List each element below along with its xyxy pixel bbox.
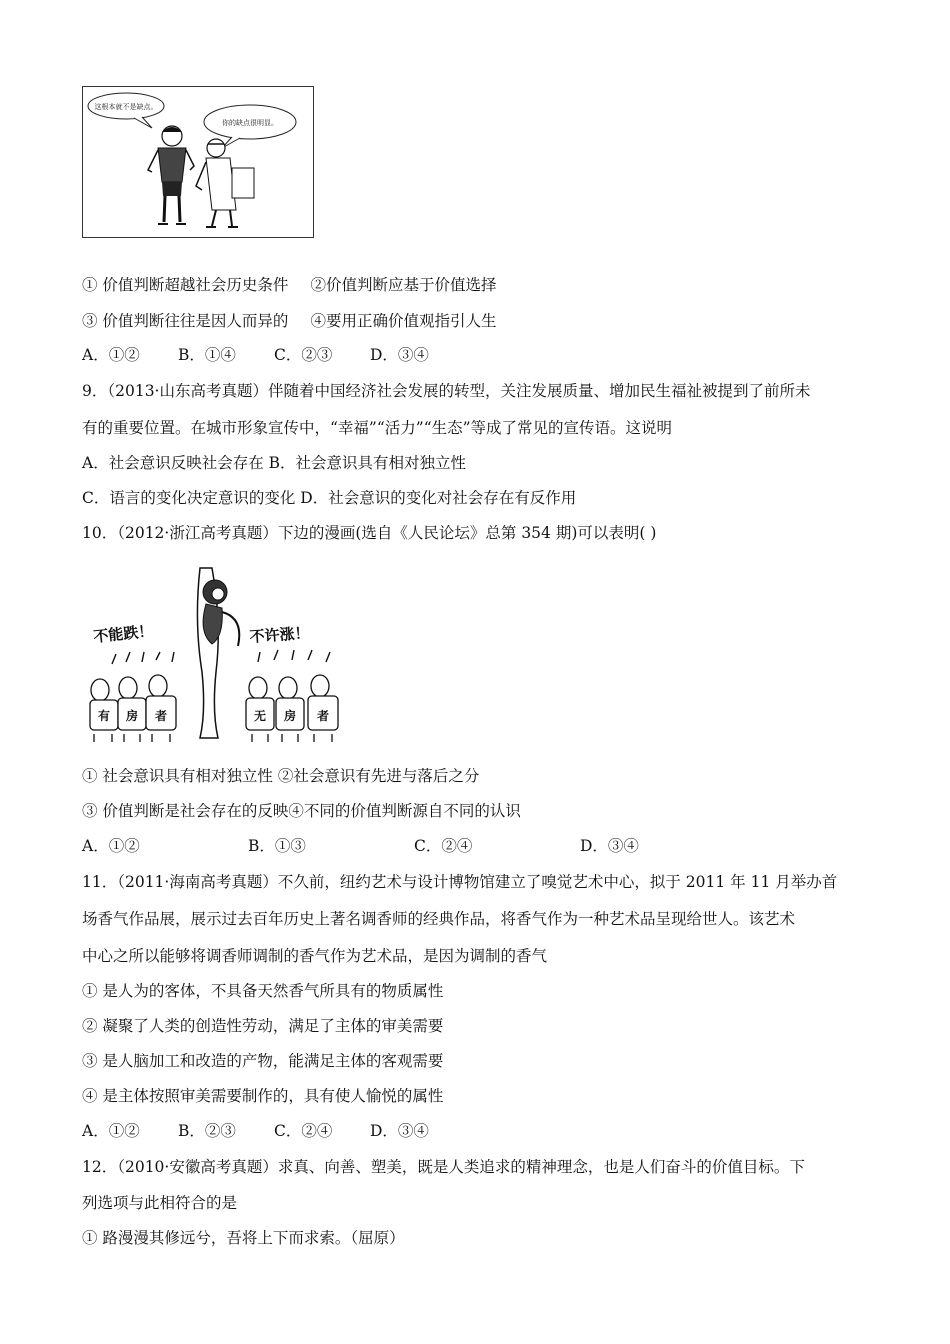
- vest-right-2: 房: [284, 709, 297, 723]
- q8-statement-1: ① 价值判断超越社会历史条件: [82, 276, 289, 294]
- bubble-right-text: 你的缺点很明显。: [222, 119, 278, 127]
- q10-stem-line1: 10．（2012·浙江高考真题）下边的漫画(选自《人民论坛》总第 354 期)可以表明( ): [82, 524, 657, 542]
- q11-option-a[interactable]: A．①②: [82, 1122, 140, 1140]
- q12-stem-line1: 12．（2010·安徽高考真题）求真、向善、塑美，既是人类追求的精神理念，也是人们奋斗的价值目标。下: [82, 1158, 805, 1176]
- vest-left-3: 者: [155, 709, 168, 723]
- q11-stem-line3: 中心之所以能够将调香师调制的香气作为艺术品，是因为调制的香气: [82, 947, 548, 965]
- q8-statement-3: ③ 价值判断往往是因人而异的: [82, 312, 289, 330]
- cartoon-monkey-illustration: [82, 562, 368, 744]
- q11-statement-3: ③ 是人脑加工和改造的产物，能满足主体的客观需要: [82, 1052, 444, 1070]
- cartoon-caption-right: 不许涨！: [249, 623, 311, 646]
- cartoon-monkey-figure: [82, 562, 368, 744]
- q10-option-c[interactable]: C．②④: [414, 837, 473, 855]
- vest-left-1: 有: [98, 709, 111, 723]
- q11-statement-1: ① 是人为的客体，不具备天然香气所具有的物质属性: [82, 982, 444, 1000]
- bubble-left-text: 这根本就不是缺点。: [94, 103, 158, 111]
- q10-option-a[interactable]: A．①②: [82, 837, 140, 855]
- q11-statement-4: ④ 是主体按照审美需要制作的，具有使人愉悦的属性: [82, 1087, 444, 1105]
- q8-statements-row1: [82, 275, 496, 295]
- q12-statement-1: ① 路漫漫其修远兮，吾将上下而求索。（屈原）: [82, 1229, 405, 1247]
- q10-option-b[interactable]: B．①③: [248, 837, 306, 855]
- cartoon-caption-left: 不能跌！: [92, 621, 155, 646]
- q11-stem-line1: 11．（2011·海南高考真题）不久前，纽约艺术与设计博物馆建立了嗅觉艺术中心，拟于 2011 年 11 月举办首: [82, 873, 838, 891]
- q9-options-ab[interactable]: A．社会意识反映社会存在 B．社会意识具有相对独立性: [82, 454, 467, 472]
- q10-option-d[interactable]: D．③④: [580, 837, 639, 855]
- q10-options: [82, 836, 639, 856]
- q11-option-c[interactable]: C．②④: [274, 1122, 333, 1140]
- q11-options: [82, 1121, 429, 1141]
- q9-stem-line2: 有的重要位置。在城市形象宣传中，“幸福”“活力”“生态”等成了常见的宣传语。这说明: [82, 419, 673, 437]
- q8-options: [82, 345, 429, 365]
- q8-option-d[interactable]: D．③④: [370, 346, 429, 364]
- q8-statements-row2: [82, 311, 496, 331]
- q10-statements-row1: ① 社会意识具有相对独立性 ②社会意识有先进与落后之分: [82, 767, 480, 785]
- vest-left-2: 房: [126, 709, 139, 723]
- q8-option-c[interactable]: C．②③: [274, 346, 333, 364]
- q11-stem-line2: 场香气作品展，展示过去百年历史上著名调香师的经典作品，将香气作为一种艺术品呈现给世人。该艺术: [82, 910, 796, 928]
- q10-statements-row2: ③ 价值判断是社会存在的反映④不同的价值判断源自不同的认识: [82, 802, 521, 820]
- q9-stem-line1: 9．（2013·山东高考真题）伴随着中国经济社会发展的转型，关注发展质量、增加民生福祉被提到了前所未: [82, 382, 811, 400]
- q8-option-a[interactable]: A．①②: [82, 346, 140, 364]
- q12-stem-line2: 列选项与此相符合的是: [82, 1194, 238, 1212]
- q8-statement-4: ④要用正确价值观指引人生: [310, 312, 497, 330]
- q8-statement-2: ②价值判断应基于价值选择: [310, 276, 497, 294]
- q8-option-b[interactable]: B．①④: [178, 346, 236, 364]
- cartoon-doctor-figure: [82, 86, 314, 238]
- q11-statement-2: ② 凝聚了人类的创造性劳动，满足了主体的审美需要: [82, 1017, 444, 1035]
- q11-option-d[interactable]: D．③④: [370, 1122, 429, 1140]
- q9-options-cd[interactable]: C．语言的变化决定意识的变化 D．社会意识的变化对社会存在有反作用: [82, 489, 577, 507]
- vest-right-3: 者: [317, 709, 330, 723]
- q11-option-b[interactable]: B．②③: [178, 1122, 236, 1140]
- cartoon-doctor-illustration: [82, 86, 314, 238]
- vest-right-1: 无: [254, 709, 267, 723]
